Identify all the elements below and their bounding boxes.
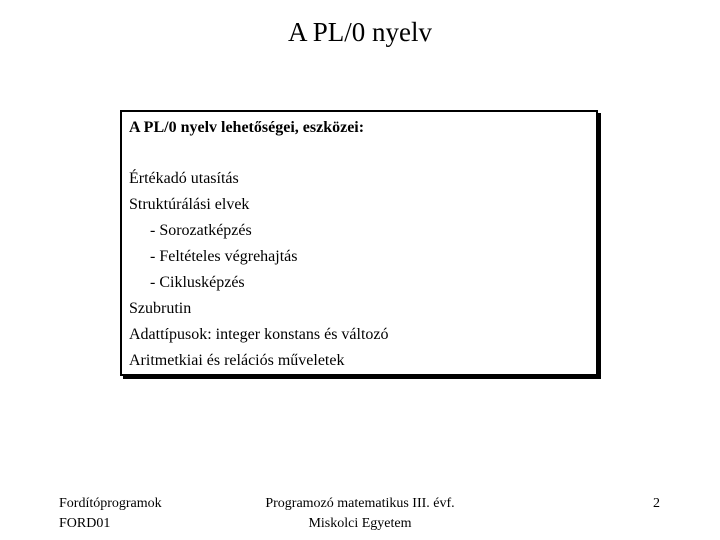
box-heading: A PL/0 nyelv lehetőségei, eszközei: xyxy=(129,119,365,136)
list-item: Adattípusok: integer konstans és változó xyxy=(129,326,389,343)
list-item: - Sorozatképzés xyxy=(150,222,252,239)
footer-course-code: FORD01 xyxy=(59,516,111,531)
slide-title: A PL/0 nyelv xyxy=(287,17,432,47)
list-item: - Ciklusképzés xyxy=(150,274,245,291)
list-item: Szubrutin xyxy=(129,300,192,317)
list-item: Értékadó utasítás xyxy=(129,170,239,187)
footer-university: Miskolci Egyetem xyxy=(308,516,412,531)
page-number: 2 xyxy=(653,496,660,511)
feature-list xyxy=(129,166,389,374)
footer-center xyxy=(230,494,490,534)
footer-course-name: Fordítóprogramok xyxy=(59,496,162,511)
content-box xyxy=(120,110,598,376)
list-item: - Feltételes végrehajtás xyxy=(150,248,298,265)
list-item: Struktúrálási elvek xyxy=(129,196,250,213)
list-item: Aritmetkiai és relációs műveletek xyxy=(129,352,345,369)
footer-left xyxy=(59,494,162,534)
footer-program: Programozó matematikus III. évf. xyxy=(265,496,455,511)
